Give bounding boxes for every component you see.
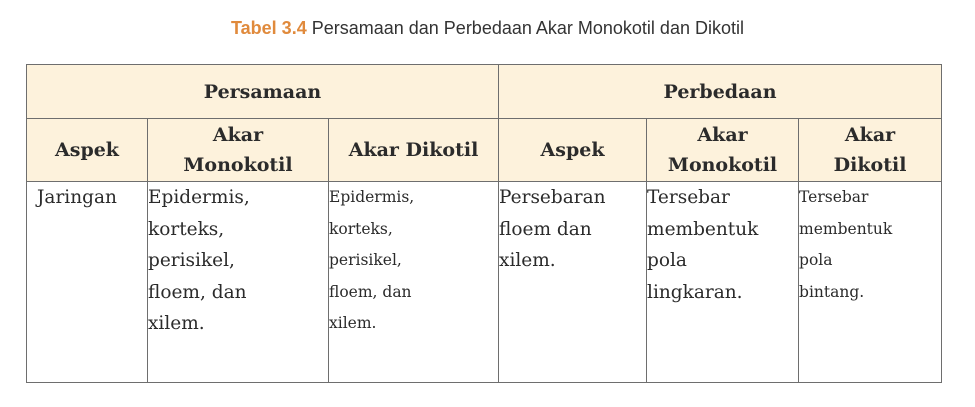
table-cell: Epidermis, korteks, perisikel, floem, dan xilem. xyxy=(329,182,499,383)
column-header: Aspek xyxy=(27,119,148,182)
table-cell: Tersebar membentuk pola lingkaran. xyxy=(647,182,799,383)
table-cell: Jaringan xyxy=(27,182,148,383)
table-cell: Epidermis, korteks, perisikel, floem, dan xilem. xyxy=(148,182,329,383)
group-header-perbedaan: Perbedaan xyxy=(499,65,942,119)
group-header-row xyxy=(27,65,942,119)
table-row xyxy=(27,182,942,383)
table-caption xyxy=(0,18,975,39)
table-cell: Tersebar membentuk pola bintang. xyxy=(799,182,942,383)
comparison-table xyxy=(26,64,942,383)
column-header-row xyxy=(27,119,942,182)
column-header: Akar Monokotil xyxy=(148,119,329,182)
column-header: Akar Dikotil xyxy=(329,119,499,182)
table-cell: Persebaran floem dan xilem. xyxy=(499,182,647,383)
column-header: Akar Dikotil xyxy=(799,119,942,182)
caption-title: Persamaan dan Perbedaan Akar Monokotil dan Dikotil xyxy=(311,18,744,38)
column-header: Akar Monokotil xyxy=(647,119,799,182)
group-header-persamaan: Persamaan xyxy=(27,65,499,119)
column-header: Aspek xyxy=(499,119,647,182)
caption-label: Tabel 3.4 xyxy=(231,18,307,38)
